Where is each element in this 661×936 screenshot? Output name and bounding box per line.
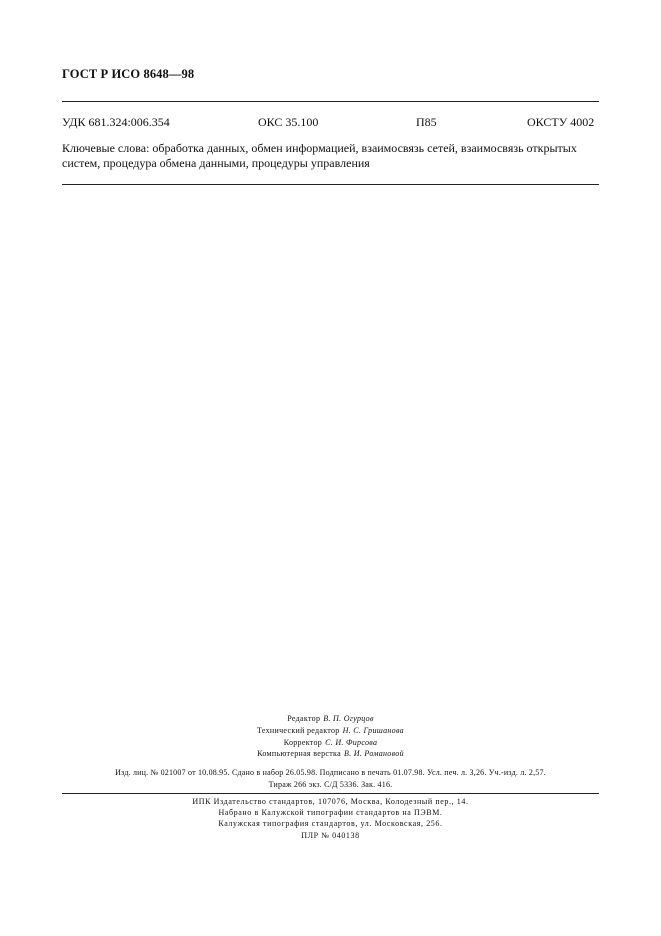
printer-info-line-2: Набрано в Калужской типографии стандартов на ПЭВМ. xyxy=(218,808,443,817)
credit-person: В. П. Огурцов xyxy=(323,714,374,723)
printer-info-line-3: Калужская типография стандартов, ул. Московская, 256. xyxy=(218,819,443,828)
credit-role: Редактор xyxy=(287,714,321,723)
okstu-code: ОКСТУ 4002 xyxy=(527,115,595,129)
keywords-paragraph: Ключевые слова: обработка данных, обмен информацией, взаимосвязь сетей, взаимосвязь открытых систем, процедура обмена данными, процедуры управления xyxy=(62,141,577,170)
udk-code: УДК 681.324:006.354 xyxy=(62,115,170,129)
publication-info-line-2: Тираж 266 экз. С/Д 5336. Зак. 416. xyxy=(268,780,393,789)
credit-person: С. И. Фирсова xyxy=(325,738,378,747)
publication-info-line-1: Изд. лиц. № 021007 от 10.08.95. Сдано в набор 26.05.98. Подписано в печать 01.07.98. Усл. печ. л. 3,26. Уч.-изд. л. 2,57. xyxy=(115,768,546,777)
oks-code: ОКС 35.100 xyxy=(258,115,319,129)
credit-person: В. И. Романовой xyxy=(343,749,404,758)
printer-info-line-1: ИПК Издательство стандартов, 107076, Москва, Колодезный пер., 14. xyxy=(192,797,469,806)
credit-person: Н. С. Гришанова xyxy=(342,726,404,735)
top-divider xyxy=(62,101,599,102)
keywords-divider xyxy=(62,184,599,185)
standard-title: ГОСТ Р ИСО 8648—98 xyxy=(62,67,195,81)
credit-corrector xyxy=(0,738,661,747)
credit-layout xyxy=(0,749,661,758)
imprint-divider xyxy=(62,793,599,794)
credit-role: Корректор xyxy=(283,738,323,747)
credit-tech-editor xyxy=(0,726,661,735)
printer-license: ПЛР № 040138 xyxy=(301,831,360,840)
credit-role: Технический редактор xyxy=(257,726,340,735)
credit-role: Компьютерная верстка xyxy=(257,749,341,758)
credit-editor xyxy=(0,714,661,723)
category-code: П85 xyxy=(416,115,437,129)
